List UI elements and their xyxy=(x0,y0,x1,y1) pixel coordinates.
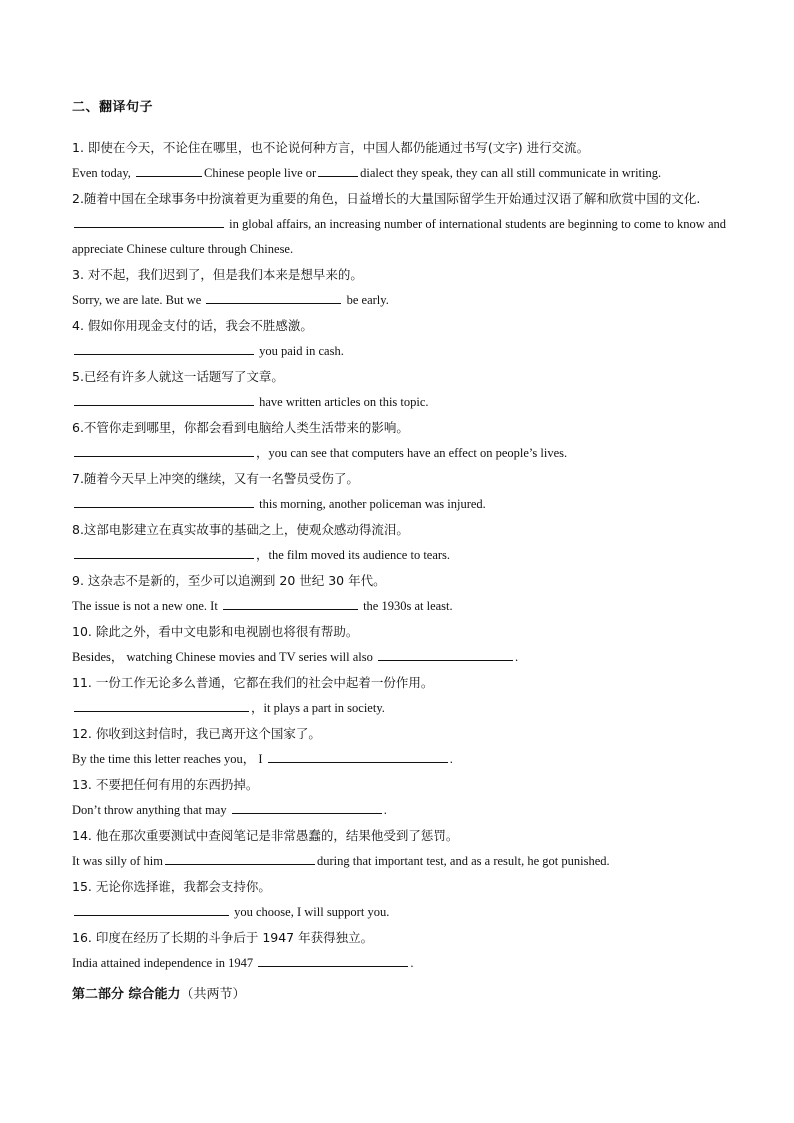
question-11 xyxy=(72,670,726,721)
question-english xyxy=(72,594,726,619)
question-english xyxy=(72,849,726,874)
question-14 xyxy=(72,823,726,874)
english-text: ，it plays a part in society. xyxy=(251,701,385,715)
question-chinese: 16. 印度在经历了长期的斗争后于 1947 年获得独立。 xyxy=(72,930,374,945)
question-english xyxy=(72,747,726,772)
answer-blank[interactable] xyxy=(74,697,249,712)
english-text: By the time this letter reaches you， I xyxy=(72,752,266,766)
english-text: you paid in cash. xyxy=(256,344,344,358)
answer-blank[interactable] xyxy=(74,391,254,406)
question-english xyxy=(72,212,726,262)
question-english xyxy=(72,441,726,466)
part-title-main: 第二部分 综合能力 xyxy=(72,987,181,1002)
question-english xyxy=(72,288,726,313)
answer-blank[interactable] xyxy=(223,595,358,610)
question-english xyxy=(72,645,726,670)
answer-blank[interactable] xyxy=(258,952,408,967)
english-text: be early. xyxy=(343,293,389,307)
question-chinese: 5.已经有许多人就这一话题写了文章。 xyxy=(72,369,284,384)
question-chinese: 10. 除此之外，看中文电影和电视剧也将很有帮助。 xyxy=(72,624,359,639)
question-chinese: 4. 假如你用现金支付的话，我会不胜感激。 xyxy=(72,318,313,333)
english-text: the 1930s at least. xyxy=(359,599,453,613)
english-text: you choose, I will support you. xyxy=(231,905,390,919)
answer-blank[interactable] xyxy=(318,162,358,177)
section-title: 二、翻译句子 xyxy=(72,100,154,115)
question-chinese: 14. 他在那次重要测试中查阅笔记是非常愚蠢的，结果他受到了惩罚。 xyxy=(72,828,459,843)
english-text: Even today, xyxy=(72,166,135,180)
question-4 xyxy=(72,313,726,364)
question-7 xyxy=(72,466,726,517)
question-english xyxy=(72,696,726,721)
answer-blank[interactable] xyxy=(74,442,254,457)
answer-blank[interactable] xyxy=(74,493,254,508)
part-title-note: （共两节） xyxy=(180,987,246,1002)
answer-blank[interactable] xyxy=(232,799,382,814)
question-english xyxy=(72,900,726,925)
question-chinese: 1. 即使在今天，不论住在哪里，也不论说何种方言，中国人都仍能通过书写(文字) 进行交流。 xyxy=(72,140,590,155)
answer-blank[interactable] xyxy=(74,340,254,355)
question-chinese: 8.这部电影建立在真实故事的基础之上，使观众感动得流泪。 xyxy=(72,522,409,537)
answer-blank[interactable] xyxy=(74,544,254,559)
question-english xyxy=(72,492,726,517)
answer-blank[interactable] xyxy=(206,289,341,304)
answer-blank[interactable] xyxy=(74,901,229,916)
question-english xyxy=(72,543,726,568)
english-text: dialect they speak, they can all still communicate in writing. xyxy=(360,166,662,180)
english-text: during that important test, and as a result, he got punished. xyxy=(316,854,610,868)
question-3 xyxy=(72,262,726,313)
question-16 xyxy=(72,925,726,976)
english-text: . xyxy=(449,752,453,766)
question-chinese: 6.不管你走到哪里，你都会看到电脑给人类生活带来的影响。 xyxy=(72,420,409,435)
english-text: in global affairs, an increasing number of international students are beginning to come to know and appreciate Chinese culture through Chinese. xyxy=(72,217,726,256)
question-chinese: 2.随着中国在全球事务中扮演着更为重要的角色，日益增长的大量国际留学生开始通过汉语了解和欣赏中国的文化. xyxy=(72,191,701,206)
question-chinese: 13. 不要把任何有用的东西扔掉。 xyxy=(72,777,259,792)
english-text: Sorry, we are late. But we xyxy=(72,293,205,307)
question-8 xyxy=(72,517,726,568)
question-6 xyxy=(72,415,726,466)
question-english xyxy=(72,951,726,976)
question-chinese: 15. 无论你选择谁，我都会支持你。 xyxy=(72,879,271,894)
answer-blank[interactable] xyxy=(74,213,224,228)
question-english xyxy=(72,161,726,186)
question-9 xyxy=(72,568,726,619)
answer-blank[interactable] xyxy=(165,850,315,865)
question-english xyxy=(72,390,726,415)
question-1 xyxy=(72,135,726,186)
english-text: It was silly of him xyxy=(72,854,163,868)
english-text: The issue is not a new one. It xyxy=(72,599,221,613)
question-5 xyxy=(72,364,726,415)
question-15 xyxy=(72,874,726,925)
question-english xyxy=(72,339,726,364)
english-text: ，you can see that computers have an effect on people’s lives. xyxy=(256,446,568,460)
question-chinese: 12. 你收到这封信时，我已离开这个国家了。 xyxy=(72,726,321,741)
english-text: this morning, another policeman was injured. xyxy=(256,497,486,511)
part-title xyxy=(72,982,726,1008)
english-text: Don’t throw anything that may xyxy=(72,803,230,817)
question-chinese: 11. 一份工作无论多么普通，它都在我们的社会中起着一份作用。 xyxy=(72,675,434,690)
question-10 xyxy=(72,619,726,670)
question-english xyxy=(72,798,726,823)
answer-blank[interactable] xyxy=(378,646,513,661)
english-text: have written articles on this topic. xyxy=(256,395,429,409)
english-text: India attained independence in 1947 xyxy=(72,956,257,970)
question-chinese: 7.随着今天早上冲突的继续，又有一名警员受伤了。 xyxy=(72,471,359,486)
question-13 xyxy=(72,772,726,823)
english-text: . xyxy=(383,803,387,817)
question-2 xyxy=(72,186,726,262)
english-text: . xyxy=(515,650,519,664)
question-chinese: 3. 对不起，我们迟到了，但是我们本来是想早来的。 xyxy=(72,267,363,282)
english-text: Chinese people live or xyxy=(204,166,317,180)
english-text: ，the film moved its audience to tears. xyxy=(256,548,451,562)
question-chinese: 9. 这杂志不是新的，至少可以追溯到 20 世纪 30 年代。 xyxy=(72,573,386,588)
answer-blank[interactable] xyxy=(136,162,202,177)
english-text: . xyxy=(410,956,414,970)
question-12 xyxy=(72,721,726,772)
document-page xyxy=(72,96,726,1008)
answer-blank[interactable] xyxy=(268,748,448,763)
english-text: Besides， watching Chinese movies and TV series will also xyxy=(72,650,377,664)
